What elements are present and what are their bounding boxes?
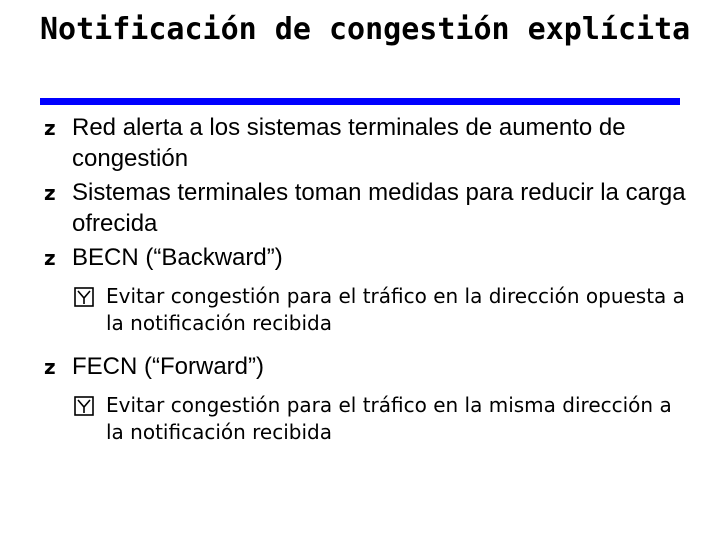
title-underline: [40, 98, 680, 105]
z-bullet-icon: z: [44, 116, 56, 140]
bullet-text: Red alerta a los sistemas terminales de aumento de congestión: [72, 114, 626, 172]
z-bullet-icon: z: [44, 246, 56, 270]
bullet-list: [44, 112, 694, 460]
bullet-item: [44, 351, 694, 446]
y-box-bullet-icon: [74, 396, 94, 416]
sub-bullet-list: [72, 392, 694, 446]
bullet-text: BECN (“Backward”): [72, 244, 283, 271]
bullet-item: [44, 112, 694, 174]
slide-title: Notificación de congestión explícita: [40, 12, 691, 47]
bullet-item: [44, 177, 694, 239]
bullet-text: Sistemas terminales toman medidas para reducir la carga ofrecida: [72, 179, 686, 237]
z-bullet-icon: z: [44, 181, 56, 205]
bullet-text: FECN (“Forward”): [72, 353, 264, 380]
y-box-bullet-icon: [74, 287, 94, 307]
sub-bullet-list: [72, 283, 694, 337]
z-bullet-icon: z: [44, 355, 56, 379]
bullet-item: [44, 242, 694, 337]
sub-bullet-item: [74, 283, 694, 337]
sub-bullet-text: Evitar congestión para el tráfico en la misma dirección a la notificación recibida: [106, 393, 672, 444]
sub-bullet-text: Evitar congestión para el tráfico en la dirección opuesta a la notificación recibida: [106, 284, 685, 335]
sub-bullet-item: [74, 392, 694, 446]
